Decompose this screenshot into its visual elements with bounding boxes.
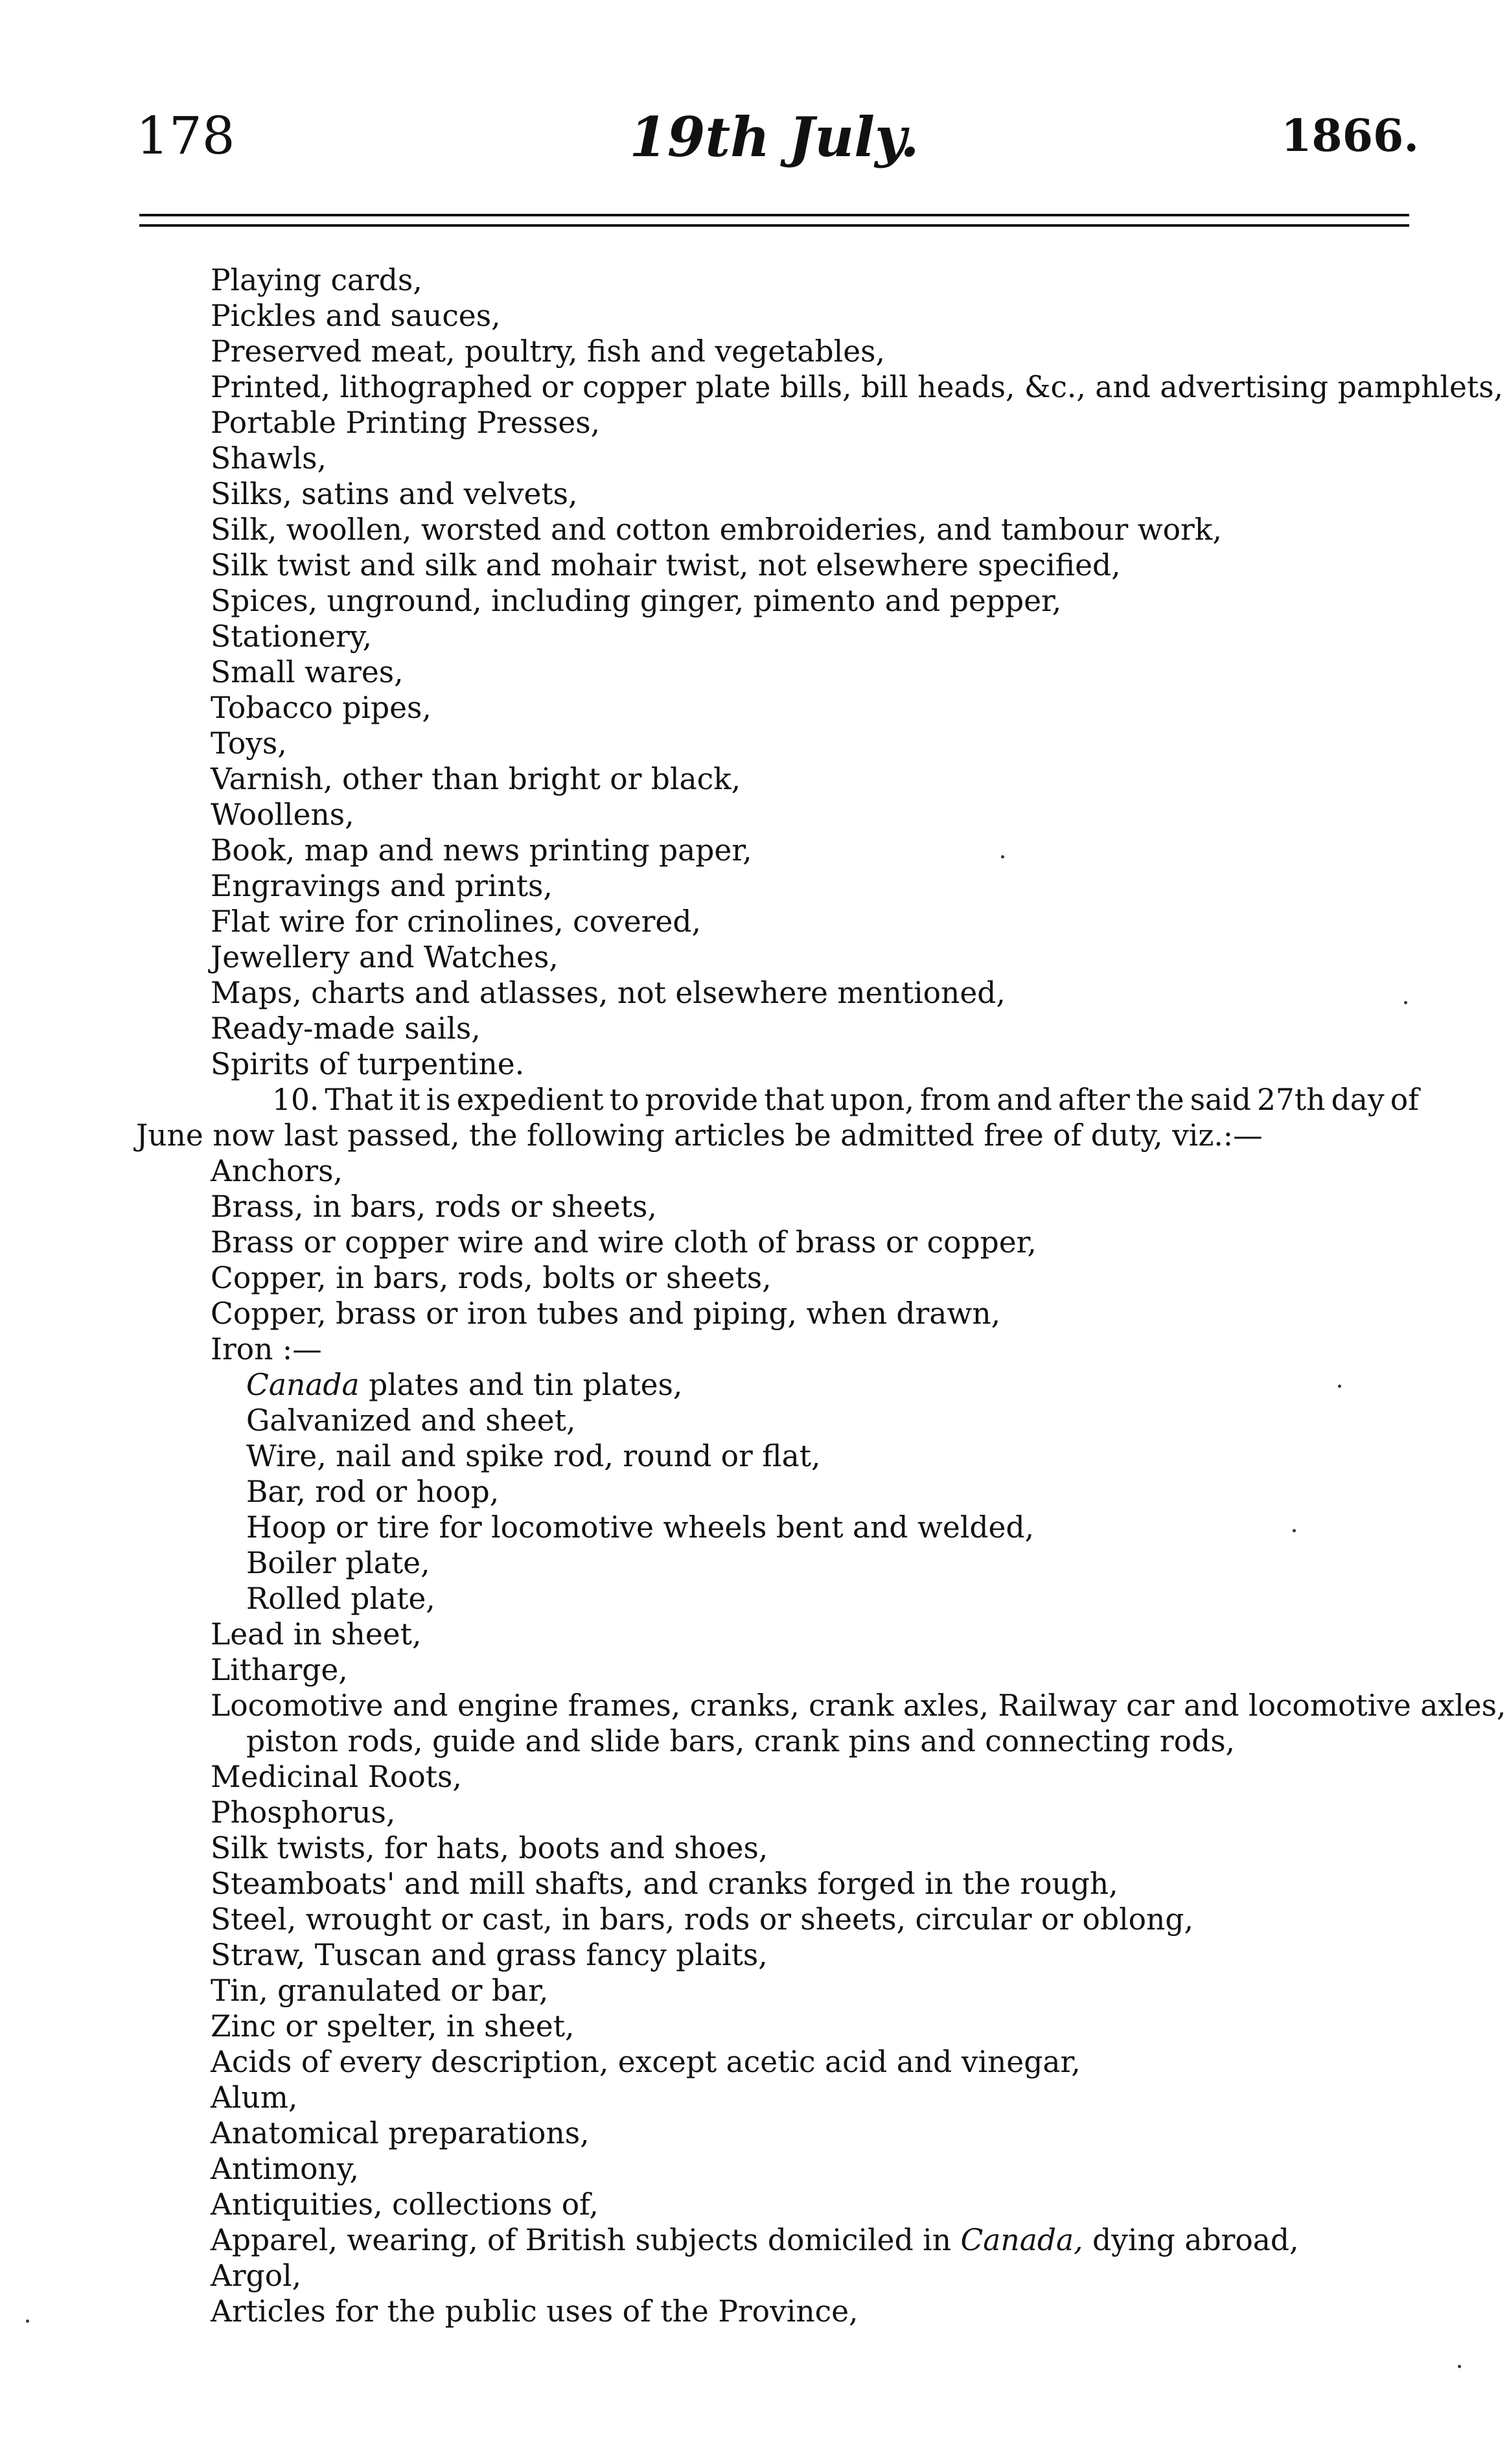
list-item: Rolled plate, [246,1582,435,1616]
free-articles-list-continued [136,1617,1506,1723]
list-item: Galvanized and sheet, [246,1403,576,1438]
list-item: Silks, satins and velvets, [211,477,578,511]
resolution-10-second-line: June now last passed, the following articles be admitted free of duty, viz.:— [136,1118,1263,1153]
list-item: Bar, rod or hoop, [246,1475,500,1509]
list-item: Steel, wrought or cast, in bars, rods or sheets, circular or oblong, [211,1902,1193,1937]
list-item: Small wares, [211,655,404,689]
resolution-word: and [996,1083,1052,1117]
list-item: Tobacco pipes, [211,691,432,725]
list-item: Portable Printing Presses, [211,406,601,440]
iron-sublist [136,1367,1419,1617]
list-item: Jewellery and Watches, [211,940,559,974]
resolution-word: 10. [272,1083,319,1117]
list-item: Tin, granulated or bar, [211,1974,549,2008]
list-item: Brass, in bars, rods or sheets, [211,1190,657,1224]
list-item-continuation: piston rods, guide and slide bars, crank pins and connecting rods, [246,1724,1236,1758]
list-item: Shawls, [211,441,327,476]
list-item: Preserved meat, poultry, fish and vegetables, [211,334,885,369]
list-item: Silk, woollen, worsted and cotton embroideries, and tambour work, [211,512,1222,547]
resolution-word: That [325,1083,393,1117]
list-item: Pickles and sauces, [211,299,501,333]
resolution-word: the [1136,1083,1184,1117]
list-item: Varnish, other than bright or black, [211,762,741,796]
list-item: Woollens, [211,798,354,832]
resolution-word: from [920,1083,991,1117]
print-speck [26,2320,29,2323]
resolution-word: it [398,1083,420,1117]
list-item: Anatomical preparations, [211,2116,590,2150]
resolution-word: that [764,1083,825,1117]
list-item: Toys, [211,726,287,761]
running-title: 19th July. [629,105,919,169]
list-item: Copper, in bars, rods, bolts or sheets, [211,1261,772,1295]
list-item: Articles for the public uses of the Province, [211,2294,858,2329]
list-item: Engravings and prints, [211,869,553,903]
list-item: Spices, unground, including ginger, pimento and pepper, [211,584,1062,618]
dutiable-articles-list [136,262,1504,1082]
list-item: Boiler plate, [246,1546,430,1580]
free-articles-list-end [136,2258,1419,2329]
list-item: Copper, brass or iron tubes and piping, when drawn, [211,1296,1001,1331]
body-text [136,262,1506,2329]
list-item: Locomotive and engine frames, cranks, crank axles, Railway car and locomotive axles, [211,1688,1506,1723]
resolution-word: provide [645,1083,759,1117]
list-item: Book, map and news printing paper, [211,833,752,868]
list-item: Spirits of turpentine. [211,1047,525,1081]
apparel-text: Apparel, wearing, of British subjects domiciled in [211,2223,961,2257]
resolution-word: expedient [456,1083,604,1117]
page-number: 178 [136,106,235,166]
list-item: Lead in sheet, [211,1617,422,1652]
header-rule-top [139,214,1409,216]
list-item: Antiquities, collections of, [211,2187,599,2222]
resolution-word: day [1331,1083,1385,1117]
list-item: Stationery, [211,619,372,654]
list-item: Maps, charts and atlasses, not elsewhere mentioned, [211,976,1006,1010]
list-item: Steamboats' and mill shafts, and cranks forged in the rough, [211,1867,1118,1901]
canada-plates-text: plates and tin plates, [359,1368,683,1402]
print-speck [1338,1385,1341,1388]
list-item: Medicinal Roots, [211,1760,462,1794]
list-item [136,1367,1419,1403]
canada-italic: Canada [246,1368,360,1402]
list-item: Silk twist and silk and mohair twist, not elsewhere specified, [211,548,1121,582]
resolution-word: is [426,1083,451,1117]
free-articles-list [136,1153,1419,1367]
resolution-word: said [1190,1083,1251,1117]
print-speck [1404,1001,1407,1004]
resolution-word: 27th [1256,1083,1326,1117]
list-item: Iron :— [211,1332,322,1366]
list-item: Alum, [211,2080,298,2115]
list-item: Printed, lithographed or copper plate bills, bill heads, &c., and advertising pamphlets, [211,370,1504,404]
print-speck [1458,2365,1461,2368]
list-item: Flat wire for crinolines, covered, [211,904,701,939]
page-header [130,105,1419,188]
list-item: Straw, Tuscan and grass fancy plaits, [211,1938,768,1972]
resolution-word: to [609,1083,639,1117]
running-year: 1866. [1281,110,1419,162]
list-item: Anchors, [211,1154,343,1188]
apparel-text-end: dying abroad, [1083,2223,1299,2257]
list-item: Antimony, [211,2152,359,2186]
list-item: Brass or copper wire and wire cloth of brass or copper, [211,1225,1037,1260]
print-speck [1293,1529,1296,1532]
list-item: Acids of every description, except acetic acid and vinegar, [211,2045,1081,2079]
list-item [136,2222,1419,2258]
resolution-10-first-line [136,1082,1419,1118]
list-item: Ready-made sails, [211,1011,481,1046]
print-speck [1001,855,1004,858]
canada-italic: Canada, [960,2223,1083,2257]
resolution-word: after [1058,1083,1130,1117]
free-articles-list-more [136,1759,1419,2222]
list-item: Phosphorus, [211,1795,396,1830]
list-item: Silk twists, for hats, boots and shoes, [211,1831,768,1865]
resolution-word: upon, [830,1083,914,1117]
header-rule-bottom [139,224,1409,227]
list-item: Playing cards, [211,263,422,297]
list-item: Hoop or tire for locomotive wheels bent and welded, [246,1510,1035,1545]
list-item: Zinc or spelter, in sheet, [211,2009,575,2044]
list-item: Litharge, [211,1653,348,1687]
list-item: Wire, nail and spike rod, round or flat, [246,1439,821,1473]
resolution-word: of [1390,1083,1419,1117]
list-item: Argol, [211,2259,302,2293]
